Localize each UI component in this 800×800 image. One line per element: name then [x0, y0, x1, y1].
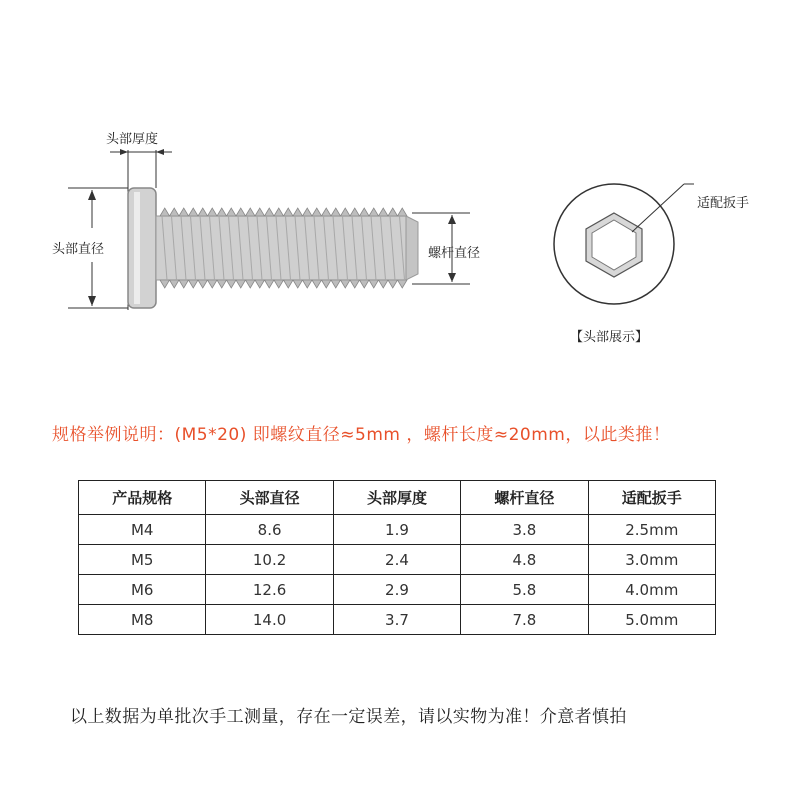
thread-tooth: [246, 208, 256, 216]
table-cell: M4: [79, 515, 206, 545]
thread-tooth: [179, 208, 189, 216]
arrowhead: [448, 215, 456, 224]
thread-tooth: [360, 208, 370, 216]
thread-tooth: [284, 280, 294, 288]
thread-tooth: [255, 208, 265, 216]
table-cell: 3.8: [461, 515, 588, 545]
head-view-caption: 【头部展示】: [570, 330, 649, 345]
table-cell: 2.9: [333, 575, 460, 605]
thread-tooth: [265, 280, 275, 288]
thread-tooth: [303, 280, 313, 288]
table-cell: 10.2: [206, 545, 333, 575]
shank-diameter-label: 螺杆直径: [428, 246, 481, 261]
thread-tooth: [350, 208, 360, 216]
table-cell: 5.0mm: [588, 605, 715, 635]
table-row: [79, 545, 716, 575]
thread-tooth: [208, 280, 218, 288]
thread-tooth: [360, 280, 370, 288]
table-row: [79, 515, 716, 545]
thread-tooth: [312, 280, 322, 288]
thread-tooth: [236, 208, 246, 216]
table-cell: 2.5mm: [588, 515, 715, 545]
table-cell: 3.0mm: [588, 545, 715, 575]
head-thickness-label: 头部厚度: [106, 132, 159, 147]
table-cell: 3.7: [333, 605, 460, 635]
spec-table: [78, 480, 716, 635]
measurement-disclaimer: 以上数据为单批次手工测量，存在一定误差，请以实物为准！介意者慎拍: [70, 707, 627, 727]
thread-tooth: [189, 280, 199, 288]
column-header: 适配扳手: [588, 481, 715, 515]
thread-tooth: [322, 280, 332, 288]
thread-tooth: [227, 208, 237, 216]
thread-tooth: [341, 280, 351, 288]
thread-tooth: [198, 280, 208, 288]
wrench-label: 适配扳手: [697, 196, 750, 211]
head-diameter-label: 头部直径: [52, 242, 105, 257]
thread-tooth: [388, 280, 398, 288]
thread-tooth: [189, 208, 199, 216]
table-cell: 8.6: [206, 515, 333, 545]
thread-tooth: [293, 208, 303, 216]
thread-tooth: [265, 208, 275, 216]
table-cell: 4.8: [461, 545, 588, 575]
column-header: 头部直径: [206, 481, 333, 515]
column-header: 头部厚度: [333, 481, 460, 515]
thread-tooth: [198, 208, 208, 216]
thread-tooth: [331, 280, 341, 288]
screw-head: [128, 188, 156, 308]
column-header: 产品规格: [79, 481, 206, 515]
thread-tooth: [379, 280, 389, 288]
thread-tooth: [227, 280, 237, 288]
arrowhead: [88, 190, 96, 200]
arrowhead: [448, 273, 456, 282]
thread-tooth: [170, 208, 180, 216]
table-cell: 1.9: [333, 515, 460, 545]
thread-tooth: [322, 208, 332, 216]
thread-tooth: [217, 280, 227, 288]
arrowhead: [120, 149, 128, 155]
thread-tooth: [274, 208, 284, 216]
thread-tooth: [303, 208, 313, 216]
thread-tooth: [398, 280, 408, 288]
thread-tooth: [246, 280, 256, 288]
table-header-row: [79, 481, 716, 515]
column-header: 螺杆直径: [461, 481, 588, 515]
table-cell: M5: [79, 545, 206, 575]
spec-example-note: 规格举例说明：(M5*20) 即螺纹直径≈5mm ，螺杆长度≈20mm，以此类推！: [52, 425, 671, 445]
thread-tooth: [236, 280, 246, 288]
arrowhead: [156, 149, 164, 155]
thread-tooth: [274, 280, 284, 288]
thread-tooth: [284, 208, 294, 216]
thread-tooth: [379, 208, 389, 216]
table-cell: M6: [79, 575, 206, 605]
thread-tooth: [350, 280, 360, 288]
thread-tooth: [160, 280, 170, 288]
table-cell: 4.0mm: [588, 575, 715, 605]
thread-tooth: [160, 208, 170, 216]
thread-tooth: [369, 208, 379, 216]
thread-tooth: [312, 208, 322, 216]
table-cell: 2.4: [333, 545, 460, 575]
table-cell: M8: [79, 605, 206, 635]
thread-tooth: [398, 208, 408, 216]
thread-tooth: [341, 208, 351, 216]
screw-head-highlight: [134, 192, 140, 304]
thread-tooth: [170, 280, 180, 288]
arrowhead: [88, 296, 96, 306]
table-row: [79, 575, 716, 605]
thread-tooth: [293, 280, 303, 288]
thread-tooth: [331, 208, 341, 216]
thread-tooth: [255, 280, 265, 288]
table-row: [79, 605, 716, 635]
screw-tip: [406, 216, 418, 280]
table-cell: 12.6: [206, 575, 333, 605]
thread-tooth: [388, 208, 398, 216]
thread-tooth: [217, 208, 227, 216]
table-cell: 7.8: [461, 605, 588, 635]
table-cell: 14.0: [206, 605, 333, 635]
thread-tooth: [369, 280, 379, 288]
thread-tooth: [208, 208, 218, 216]
table-cell: 5.8: [461, 575, 588, 605]
thread-tooth: [179, 280, 189, 288]
